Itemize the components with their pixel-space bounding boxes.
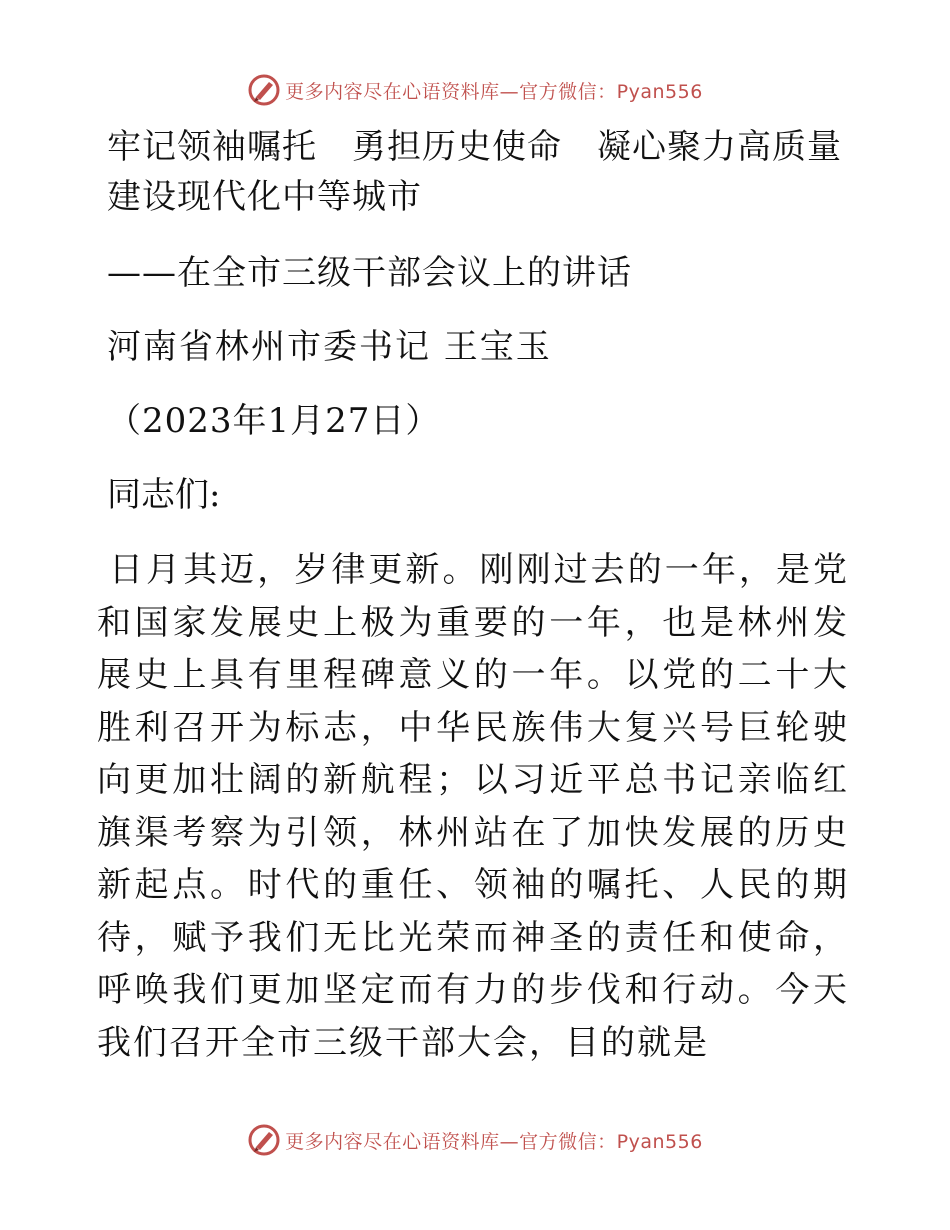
document-subtitle: ——在全市三级干部会议上的讲话 <box>107 253 632 293</box>
pen-logo-icon <box>247 1123 281 1157</box>
document-date: （2023年1月27日） <box>107 401 441 441</box>
watermark-text: 更多内容尽在心语资料库—官方微信：Pyan556 <box>285 80 703 103</box>
document-author: 河南省林州市委书记 王宝玉 <box>107 327 552 367</box>
pen-logo-icon <box>247 73 281 107</box>
document-title: 牢记领袖嘱托 勇担历史使命 凝心聚力高质量建设现代化中等城市 <box>107 127 842 217</box>
watermark-header <box>0 70 950 110</box>
document-greeting: 同志们: <box>107 475 221 515</box>
document-body <box>97 122 849 1069</box>
watermark-footer <box>0 1120 950 1160</box>
watermark-text: 更多内容尽在心语资料库—官方微信：Pyan556 <box>285 1130 703 1153</box>
document-paragraph: 日月其迈，岁律更新。刚刚过去的一年，是党和国家发展史上极为重要的一年，也是林州发展史上具有里程碑意义的一年。以党的二十大胜利召开为标志，中华民族伟大复兴号巨轮驶向更加壮阔的新航程；以习近平总书记亲临红旗渠考察为引领，林州站在了加快发展的历史新起点。时代的重任、领袖的嘱托、人民的期待，赋予我们无比光荣而神圣的责任和使命，呼唤我们更加坚定而有力的步伐和行动。今天我们召开全市三级干部大会，目的就是 <box>97 550 849 1063</box>
